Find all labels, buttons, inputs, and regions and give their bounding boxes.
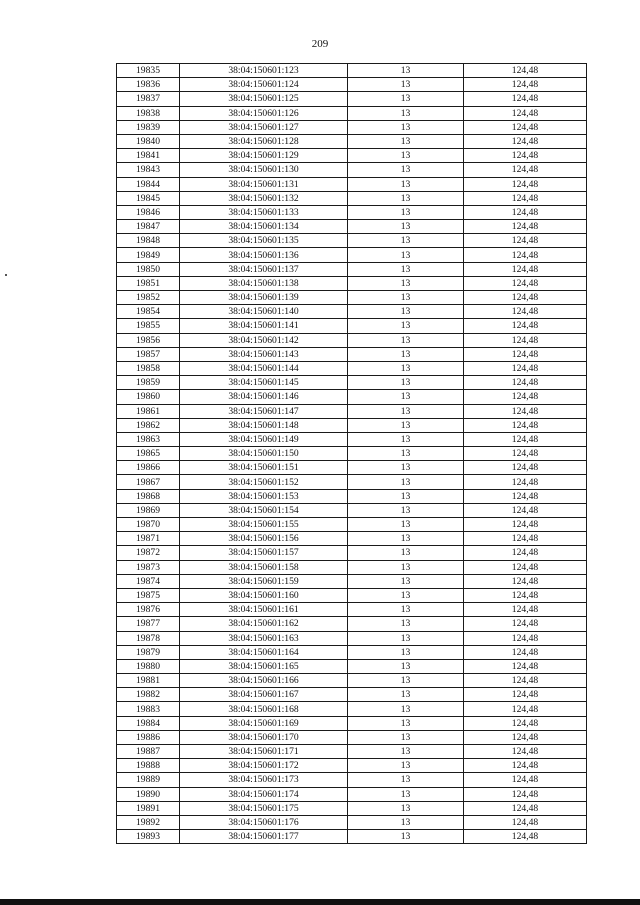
cadastral-number-cell: 38:04:150601:165 (180, 659, 348, 673)
cadastral-number-cell: 38:04:150601:168 (180, 702, 348, 716)
zone-code-cell: 13 (348, 801, 464, 815)
record-number-cell: 19860 (117, 390, 180, 404)
area-cell: 124,48 (464, 546, 587, 560)
cadastral-number-cell: 38:04:150601:152 (180, 475, 348, 489)
record-number-cell: 19875 (117, 588, 180, 602)
record-number-cell: 19872 (117, 546, 180, 560)
cadastral-number-cell: 38:04:150601:147 (180, 404, 348, 418)
cadastral-number-cell: 38:04:150601:175 (180, 801, 348, 815)
record-number-cell: 19837 (117, 92, 180, 106)
table-row (117, 603, 587, 617)
record-number-cell: 19850 (117, 262, 180, 276)
table-row (117, 475, 587, 489)
table-row (117, 347, 587, 361)
cadastral-number-cell: 38:04:150601:158 (180, 560, 348, 574)
table-row (117, 574, 587, 588)
cadastral-number-cell: 38:04:150601:140 (180, 305, 348, 319)
area-cell: 124,48 (464, 404, 587, 418)
table-row (117, 149, 587, 163)
cadastral-number-cell: 38:04:150601:128 (180, 134, 348, 148)
cadastral-number-cell: 38:04:150601:166 (180, 674, 348, 688)
cadastral-number-cell: 38:04:150601:176 (180, 815, 348, 829)
zone-code-cell: 13 (348, 149, 464, 163)
table-row (117, 177, 587, 191)
record-number-cell: 19835 (117, 64, 180, 78)
table-row (117, 447, 587, 461)
zone-code-cell: 13 (348, 432, 464, 446)
zone-code-cell: 13 (348, 248, 464, 262)
area-cell: 124,48 (464, 78, 587, 92)
zone-code-cell: 13 (348, 78, 464, 92)
zone-code-cell: 13 (348, 262, 464, 276)
cadastral-number-cell: 38:04:150601:162 (180, 617, 348, 631)
area-cell: 124,48 (464, 134, 587, 148)
area-cell: 124,48 (464, 163, 587, 177)
table-row (117, 390, 587, 404)
area-cell: 124,48 (464, 745, 587, 759)
cadastral-number-cell: 38:04:150601:163 (180, 631, 348, 645)
zone-code-cell: 13 (348, 560, 464, 574)
cadastral-number-cell: 38:04:150601:171 (180, 745, 348, 759)
record-number-cell: 19882 (117, 688, 180, 702)
area-cell: 124,48 (464, 815, 587, 829)
cadastral-number-cell: 38:04:150601:126 (180, 106, 348, 120)
zone-code-cell: 13 (348, 546, 464, 560)
zone-code-cell: 13 (348, 305, 464, 319)
cadastral-number-cell: 38:04:150601:177 (180, 830, 348, 844)
table-row (117, 546, 587, 560)
table-row (117, 205, 587, 219)
area-cell: 124,48 (464, 801, 587, 815)
table-row (117, 532, 587, 546)
area-cell: 124,48 (464, 659, 587, 673)
record-number-cell: 19879 (117, 645, 180, 659)
area-cell: 124,48 (464, 560, 587, 574)
record-number-cell: 19841 (117, 149, 180, 163)
table-row (117, 461, 587, 475)
record-number-cell: 19862 (117, 418, 180, 432)
area-cell: 124,48 (464, 475, 587, 489)
record-number-cell: 19878 (117, 631, 180, 645)
zone-code-cell: 13 (348, 447, 464, 461)
zone-code-cell: 13 (348, 461, 464, 475)
record-number-cell: 19849 (117, 248, 180, 262)
area-cell: 124,48 (464, 773, 587, 787)
zone-code-cell: 13 (348, 333, 464, 347)
record-number-cell: 19877 (117, 617, 180, 631)
area-cell: 124,48 (464, 347, 587, 361)
zone-code-cell: 13 (348, 815, 464, 829)
record-number-cell: 19861 (117, 404, 180, 418)
record-number-cell: 19881 (117, 674, 180, 688)
zone-code-cell: 13 (348, 291, 464, 305)
table-row (117, 787, 587, 801)
record-number-cell: 19846 (117, 205, 180, 219)
area-cell: 124,48 (464, 177, 587, 191)
zone-code-cell: 13 (348, 716, 464, 730)
cadastral-number-cell: 38:04:150601:143 (180, 347, 348, 361)
area-cell: 124,48 (464, 418, 587, 432)
cadastral-number-cell: 38:04:150601:144 (180, 361, 348, 375)
area-cell: 124,48 (464, 120, 587, 134)
cadastral-number-cell: 38:04:150601:135 (180, 234, 348, 248)
table-row (117, 702, 587, 716)
cadastral-number-cell: 38:04:150601:149 (180, 432, 348, 446)
record-number-cell: 19871 (117, 532, 180, 546)
area-cell: 124,48 (464, 248, 587, 262)
zone-code-cell: 13 (348, 830, 464, 844)
table-row (117, 659, 587, 673)
cadastral-number-cell: 38:04:150601:127 (180, 120, 348, 134)
cadastral-number-cell: 38:04:150601:161 (180, 603, 348, 617)
area-cell: 124,48 (464, 759, 587, 773)
cadastral-number-cell: 38:04:150601:139 (180, 291, 348, 305)
table-row (117, 191, 587, 205)
table-row (117, 78, 587, 92)
cadastral-number-cell: 38:04:150601:123 (180, 64, 348, 78)
table-row (117, 64, 587, 78)
record-number-cell: 19845 (117, 191, 180, 205)
cadastral-number-cell: 38:04:150601:130 (180, 163, 348, 177)
table-row (117, 631, 587, 645)
area-cell: 124,48 (464, 319, 587, 333)
record-number-cell: 19883 (117, 702, 180, 716)
area-cell: 124,48 (464, 787, 587, 801)
table-row (117, 674, 587, 688)
area-cell: 124,48 (464, 220, 587, 234)
area-cell: 124,48 (464, 503, 587, 517)
table-row (117, 361, 587, 375)
cadastral-number-cell: 38:04:150601:124 (180, 78, 348, 92)
record-number-cell: 19866 (117, 461, 180, 475)
table-row (117, 262, 587, 276)
zone-code-cell: 13 (348, 759, 464, 773)
table-row (117, 92, 587, 106)
table-row (117, 617, 587, 631)
cadastral-number-cell: 38:04:150601:169 (180, 716, 348, 730)
zone-code-cell: 13 (348, 603, 464, 617)
area-cell: 124,48 (464, 447, 587, 461)
area-cell: 124,48 (464, 674, 587, 688)
area-cell: 124,48 (464, 532, 587, 546)
table-row (117, 801, 587, 815)
area-cell: 124,48 (464, 702, 587, 716)
scan-mark (5, 274, 7, 276)
table-row (117, 276, 587, 290)
zone-code-cell: 13 (348, 234, 464, 248)
zone-code-cell: 13 (348, 631, 464, 645)
zone-code-cell: 13 (348, 276, 464, 290)
zone-code-cell: 13 (348, 730, 464, 744)
table-row (117, 163, 587, 177)
area-cell: 124,48 (464, 588, 587, 602)
area-cell: 124,48 (464, 262, 587, 276)
table-row (117, 730, 587, 744)
table-row (117, 404, 587, 418)
area-cell: 124,48 (464, 489, 587, 503)
table-row (117, 560, 587, 574)
zone-code-cell: 13 (348, 106, 464, 120)
zone-code-cell: 13 (348, 177, 464, 191)
table-row (117, 688, 587, 702)
table-row (117, 120, 587, 134)
record-number-cell: 19870 (117, 518, 180, 532)
cadastral-number-cell: 38:04:150601:160 (180, 588, 348, 602)
record-number-cell: 19868 (117, 489, 180, 503)
cadastral-number-cell: 38:04:150601:132 (180, 191, 348, 205)
area-cell: 124,48 (464, 149, 587, 163)
zone-code-cell: 13 (348, 404, 464, 418)
area-cell: 124,48 (464, 461, 587, 475)
record-number-cell: 19854 (117, 305, 180, 319)
record-number-cell: 19852 (117, 291, 180, 305)
record-number-cell: 19890 (117, 787, 180, 801)
area-cell: 124,48 (464, 645, 587, 659)
cadastral-number-cell: 38:04:150601:155 (180, 518, 348, 532)
record-number-cell: 19843 (117, 163, 180, 177)
zone-code-cell: 13 (348, 532, 464, 546)
zone-code-cell: 13 (348, 347, 464, 361)
cadastral-number-cell: 38:04:150601:154 (180, 503, 348, 517)
cadastral-number-cell: 38:04:150601:156 (180, 532, 348, 546)
record-number-cell: 19857 (117, 347, 180, 361)
cadastral-number-cell: 38:04:150601:172 (180, 759, 348, 773)
area-cell: 124,48 (464, 617, 587, 631)
zone-code-cell: 13 (348, 418, 464, 432)
zone-code-cell: 13 (348, 376, 464, 390)
zone-code-cell: 13 (348, 361, 464, 375)
area-cell: 124,48 (464, 291, 587, 305)
zone-code-cell: 13 (348, 134, 464, 148)
zone-code-cell: 13 (348, 787, 464, 801)
cadastral-number-cell: 38:04:150601:141 (180, 319, 348, 333)
record-number-cell: 19851 (117, 276, 180, 290)
cadastral-number-cell: 38:04:150601:151 (180, 461, 348, 475)
area-cell: 124,48 (464, 361, 587, 375)
zone-code-cell: 13 (348, 574, 464, 588)
zone-code-cell: 13 (348, 503, 464, 517)
cadastral-number-cell: 38:04:150601:173 (180, 773, 348, 787)
area-cell: 124,48 (464, 574, 587, 588)
record-number-cell: 19891 (117, 801, 180, 815)
record-number-cell: 19888 (117, 759, 180, 773)
table-row (117, 503, 587, 517)
zone-code-cell: 13 (348, 659, 464, 673)
zone-code-cell: 13 (348, 702, 464, 716)
area-cell: 124,48 (464, 830, 587, 844)
table-row (117, 518, 587, 532)
record-number-cell: 19839 (117, 120, 180, 134)
record-number-cell: 19893 (117, 830, 180, 844)
area-cell: 124,48 (464, 191, 587, 205)
cadastral-number-cell: 38:04:150601:164 (180, 645, 348, 659)
record-number-cell: 19856 (117, 333, 180, 347)
zone-code-cell: 13 (348, 220, 464, 234)
record-number-cell: 19855 (117, 319, 180, 333)
cadastral-number-cell: 38:04:150601:131 (180, 177, 348, 191)
area-cell: 124,48 (464, 276, 587, 290)
record-number-cell: 19884 (117, 716, 180, 730)
area-cell: 124,48 (464, 333, 587, 347)
record-number-cell: 19844 (117, 177, 180, 191)
zone-code-cell: 13 (348, 745, 464, 759)
table-body (117, 64, 587, 844)
record-number-cell: 19838 (117, 106, 180, 120)
zone-code-cell: 13 (348, 120, 464, 134)
cadastral-number-cell: 38:04:150601:170 (180, 730, 348, 744)
cadastral-number-cell: 38:04:150601:138 (180, 276, 348, 290)
table-row (117, 319, 587, 333)
record-number-cell: 19873 (117, 560, 180, 574)
cadastral-number-cell: 38:04:150601:148 (180, 418, 348, 432)
table-row (117, 106, 587, 120)
table-row (117, 759, 587, 773)
page-bottom-edge (0, 899, 640, 905)
area-cell: 124,48 (464, 205, 587, 219)
table-row (117, 773, 587, 787)
cadastral-number-cell: 38:04:150601:157 (180, 546, 348, 560)
zone-code-cell: 13 (348, 92, 464, 106)
cadastral-number-cell: 38:04:150601:146 (180, 390, 348, 404)
record-number-cell: 19840 (117, 134, 180, 148)
area-cell: 124,48 (464, 305, 587, 319)
table-row (117, 234, 587, 248)
record-number-cell: 19848 (117, 234, 180, 248)
zone-code-cell: 13 (348, 191, 464, 205)
record-number-cell: 19859 (117, 376, 180, 390)
record-number-cell: 19876 (117, 603, 180, 617)
area-cell: 124,48 (464, 716, 587, 730)
record-number-cell: 19867 (117, 475, 180, 489)
zone-code-cell: 13 (348, 163, 464, 177)
area-cell: 124,48 (464, 631, 587, 645)
zone-code-cell: 13 (348, 64, 464, 78)
area-cell: 124,48 (464, 376, 587, 390)
area-cell: 124,48 (464, 234, 587, 248)
area-cell: 124,48 (464, 106, 587, 120)
table-row (117, 376, 587, 390)
zone-code-cell: 13 (348, 518, 464, 532)
table-row (117, 305, 587, 319)
cadastral-number-cell: 38:04:150601:153 (180, 489, 348, 503)
table-row (117, 134, 587, 148)
area-cell: 124,48 (464, 92, 587, 106)
record-number-cell: 19869 (117, 503, 180, 517)
record-number-cell: 19887 (117, 745, 180, 759)
area-cell: 124,48 (464, 432, 587, 446)
area-cell: 124,48 (464, 603, 587, 617)
record-number-cell: 19863 (117, 432, 180, 446)
cadastral-number-cell: 38:04:150601:129 (180, 149, 348, 163)
table-row (117, 418, 587, 432)
record-number-cell: 19892 (117, 815, 180, 829)
record-number-cell: 19889 (117, 773, 180, 787)
record-number-cell: 19880 (117, 659, 180, 673)
zone-code-cell: 13 (348, 674, 464, 688)
area-cell: 124,48 (464, 390, 587, 404)
cadastral-number-cell: 38:04:150601:136 (180, 248, 348, 262)
table-row (117, 716, 587, 730)
cadastral-number-cell: 38:04:150601:133 (180, 205, 348, 219)
page-number: 209 (311, 38, 329, 50)
record-number-cell: 19865 (117, 447, 180, 461)
table-row (117, 645, 587, 659)
table-row (117, 489, 587, 503)
cadastral-number-cell: 38:04:150601:125 (180, 92, 348, 106)
record-number-cell: 19836 (117, 78, 180, 92)
area-cell: 124,48 (464, 730, 587, 744)
table-row (117, 588, 587, 602)
record-number-cell: 19847 (117, 220, 180, 234)
cadastral-number-cell: 38:04:150601:167 (180, 688, 348, 702)
zone-code-cell: 13 (348, 588, 464, 602)
cadastral-number-cell: 38:04:150601:159 (180, 574, 348, 588)
record-number-cell: 19874 (117, 574, 180, 588)
zone-code-cell: 13 (348, 688, 464, 702)
area-cell: 124,48 (464, 518, 587, 532)
cadastral-number-cell: 38:04:150601:142 (180, 333, 348, 347)
table-row (117, 432, 587, 446)
registry-table (116, 63, 587, 844)
table-row (117, 248, 587, 262)
cadastral-number-cell: 38:04:150601:174 (180, 787, 348, 801)
zone-code-cell: 13 (348, 390, 464, 404)
record-number-cell: 19858 (117, 361, 180, 375)
table-row (117, 745, 587, 759)
cadastral-number-cell: 38:04:150601:137 (180, 262, 348, 276)
zone-code-cell: 13 (348, 773, 464, 787)
table-row (117, 220, 587, 234)
table-row (117, 291, 587, 305)
area-cell: 124,48 (464, 64, 587, 78)
record-number-cell: 19886 (117, 730, 180, 744)
zone-code-cell: 13 (348, 645, 464, 659)
table-row (117, 333, 587, 347)
area-cell: 124,48 (464, 688, 587, 702)
cadastral-number-cell: 38:04:150601:150 (180, 447, 348, 461)
zone-code-cell: 13 (348, 475, 464, 489)
zone-code-cell: 13 (348, 205, 464, 219)
zone-code-cell: 13 (348, 319, 464, 333)
cadastral-number-cell: 38:04:150601:145 (180, 376, 348, 390)
zone-code-cell: 13 (348, 617, 464, 631)
table-row (117, 830, 587, 844)
zone-code-cell: 13 (348, 489, 464, 503)
table-row (117, 815, 587, 829)
cadastral-number-cell: 38:04:150601:134 (180, 220, 348, 234)
